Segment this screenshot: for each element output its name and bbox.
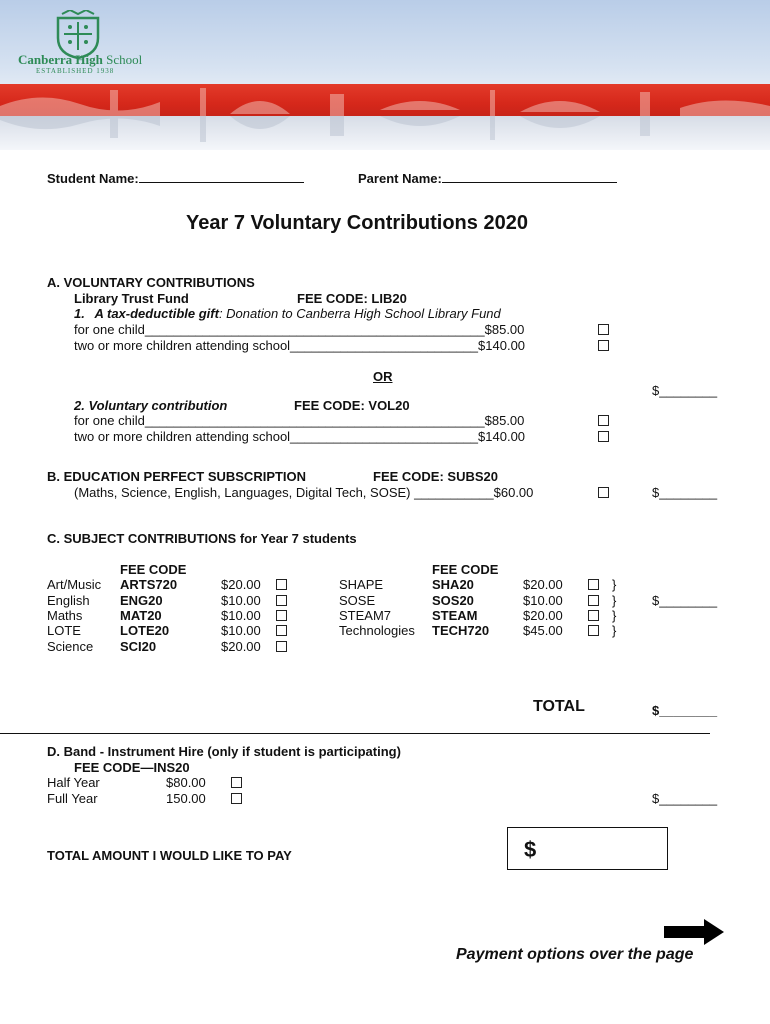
section-c-amount[interactable]: $________ xyxy=(652,593,718,608)
fee-code-header-right: FEE CODE xyxy=(432,562,499,577)
voluntary-contribution-label: 2. Voluntary contribution xyxy=(74,398,228,413)
vol-two-children-row: two or more children attending school__________________________$140.00 xyxy=(74,429,526,444)
subject-price: $10.00 xyxy=(221,608,261,623)
subject-checkbox[interactable] xyxy=(276,625,287,636)
subject-price: $10.00 xyxy=(221,623,261,638)
subject-price: $20.00 xyxy=(221,577,261,592)
subject-price: $20.00 xyxy=(523,577,563,592)
subject-code: STEAM xyxy=(432,608,478,623)
subject-checkbox[interactable] xyxy=(276,595,287,606)
section-c-heading: C. SUBJECT CONTRIBUTIONS for Year 7 students xyxy=(47,531,357,546)
library-fund-label: Library Trust Fund xyxy=(74,291,189,306)
subject-name: Science xyxy=(47,639,94,654)
parent-name-field[interactable] xyxy=(358,171,617,186)
vol20-code: FEE CODE: VOL20 xyxy=(294,398,410,413)
bracket: } xyxy=(612,577,617,592)
pay-dollar-sign: $ xyxy=(524,837,537,862)
vol-two-children-checkbox[interactable] xyxy=(598,431,609,442)
half-year-price: $80.00 xyxy=(166,775,206,790)
school-name-bold: Canberra High xyxy=(18,52,103,67)
subject-name: English xyxy=(47,593,90,608)
lib20-code: FEE CODE: LIB20 xyxy=(297,291,407,306)
full-year-label: Full Year xyxy=(47,791,98,806)
subject-code: LOTE20 xyxy=(120,623,170,638)
subject-checkbox[interactable] xyxy=(276,641,287,652)
subject-code: SHA20 xyxy=(432,577,474,592)
parent-name-label: Parent Name: xyxy=(358,171,442,186)
vol-one-child-checkbox[interactable] xyxy=(598,415,609,426)
subject-name: SOSE xyxy=(339,593,376,608)
ins20-code: FEE CODE—INS20 xyxy=(74,760,190,775)
subject-name: Maths xyxy=(47,608,83,623)
lib-two-children-checkbox[interactable] xyxy=(598,340,609,351)
subject-code: ARTS720 xyxy=(120,577,178,592)
subject-code: ENG20 xyxy=(120,593,163,608)
subject-checkbox[interactable] xyxy=(588,579,599,590)
subject-price: $10.00 xyxy=(523,593,563,608)
half-year-label: Half Year xyxy=(47,775,100,790)
student-name-field[interactable] xyxy=(47,171,304,186)
section-a-heading: A. VOLUNTARY CONTRIBUTIONS xyxy=(47,275,255,290)
subject-name: STEAM7 xyxy=(339,608,392,623)
skyline-reflection xyxy=(0,116,770,150)
skyline-silhouette xyxy=(0,84,770,116)
item1-desc: : Donation to Canberra High School Library Fund xyxy=(218,306,501,321)
subject-name: Art/Music xyxy=(47,577,102,592)
section-b-amount[interactable]: $________ xyxy=(652,485,718,500)
subject-checkbox[interactable] xyxy=(276,579,287,590)
payment-options-note: Payment options over the page xyxy=(456,946,694,963)
education-perfect-checkbox[interactable] xyxy=(598,487,609,498)
pay-amount-box[interactable] xyxy=(507,827,668,870)
lib-one-child-row: for one child_______________________________________________$85.00 xyxy=(74,322,525,337)
right-arrow-icon xyxy=(664,919,724,945)
total-label: TOTAL xyxy=(533,698,585,715)
subject-checkbox[interactable] xyxy=(276,610,287,621)
skyline-banner xyxy=(0,84,770,116)
subject-code: SOS20 xyxy=(432,593,474,608)
total-amount[interactable]: $________ xyxy=(652,703,718,718)
section-d-heading: D. Band - Instrument Hire (only if student is participating) xyxy=(47,744,401,759)
full-year-price: 150.00 xyxy=(166,791,206,806)
divider xyxy=(0,733,710,734)
student-name-line xyxy=(139,181,304,183)
subject-price: $10.00 xyxy=(221,593,261,608)
parent-name-line xyxy=(442,181,617,183)
reflection-silhouette xyxy=(0,116,770,150)
section-b-heading: B. EDUCATION PERFECT SUBSCRIPTION xyxy=(47,469,307,484)
subject-checkbox[interactable] xyxy=(588,625,599,636)
subject-code: TECH720 xyxy=(432,623,490,638)
item1-title: A tax-deductible gift xyxy=(94,306,219,321)
vol-one-child-row: for one child_______________________________________________$85.00 xyxy=(74,413,525,428)
pay-amount-label: TOTAL AMOUNT I WOULD LIKE TO PAY xyxy=(47,848,292,863)
subject-price: $20.00 xyxy=(523,608,563,623)
or-label: OR xyxy=(373,369,393,384)
school-name xyxy=(18,52,142,68)
subject-price: $20.00 xyxy=(221,639,261,654)
school-name-rest: School xyxy=(102,52,143,67)
subject-code: MAT20 xyxy=(120,608,162,623)
header-banner xyxy=(0,0,770,150)
subject-name: LOTE xyxy=(47,623,81,638)
school-established: ESTABLISHED 1938 xyxy=(36,67,115,75)
subject-checkbox[interactable] xyxy=(588,610,599,621)
subject-code: SCI20 xyxy=(120,639,157,654)
subject-name: SHAPE xyxy=(339,577,384,592)
subject-checkbox[interactable] xyxy=(588,595,599,606)
subs20-code: FEE CODE: SUBS20 xyxy=(373,469,498,484)
subject-price: $45.00 xyxy=(523,623,563,638)
lib-one-child-checkbox[interactable] xyxy=(598,324,609,335)
lib-two-children-row: two or more children attending school__________________________$140.00 xyxy=(74,338,526,353)
bracket: } xyxy=(612,623,617,638)
education-perfect-row: (Maths, Science, English, Languages, Digital Tech, SOSE) ___________$60.00 xyxy=(74,485,534,500)
section-d-amount[interactable]: $________ xyxy=(652,791,718,806)
fee-code-header-left: FEE CODE xyxy=(120,562,187,577)
section-a-amount[interactable]: $________ xyxy=(652,383,718,398)
bracket: } xyxy=(612,593,617,608)
half-year-checkbox[interactable] xyxy=(231,777,242,788)
student-name-label: Student Name: xyxy=(47,171,139,186)
full-year-checkbox[interactable] xyxy=(231,793,242,804)
page-title: Year 7 Voluntary Contributions 2020 xyxy=(186,212,528,234)
item1-number: 1. xyxy=(74,306,85,321)
bracket: } xyxy=(612,608,617,623)
gift-line xyxy=(74,306,501,321)
subject-name: Technologies xyxy=(339,623,415,638)
